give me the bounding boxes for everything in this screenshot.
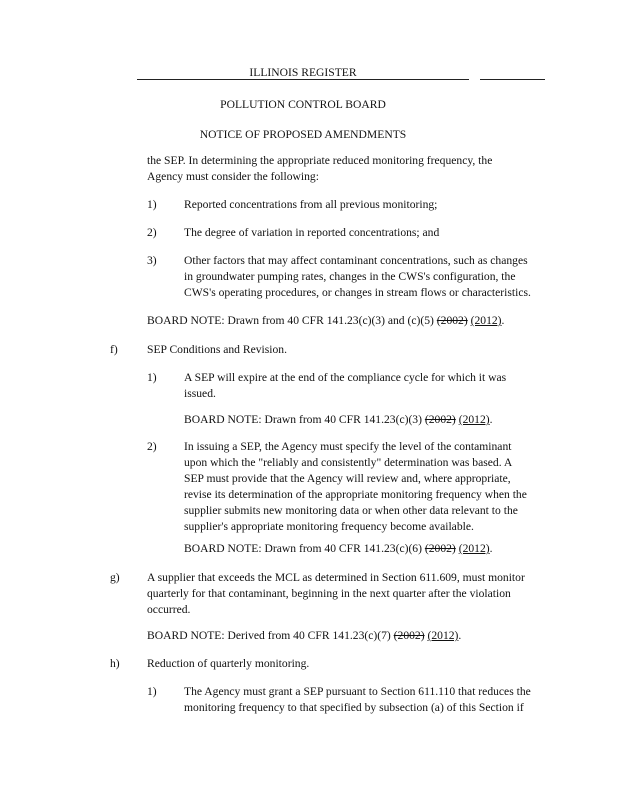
factor-2-text: The degree of variation in reported concentrations; and [184,226,440,239]
section-g-label: g) [110,571,120,584]
notice-title: NOTICE OF PROPOSED AMENDMENTS [199,128,407,141]
section-f-title: SEP Conditions and Revision. [147,343,287,356]
board-note-1-period: . [501,314,505,327]
board-note-3-struck-year: (2002) [424,542,456,555]
board-title: POLLUTION CONTROL BOARD [220,98,386,111]
section-g-text-line-2: quarterly for that contaminant, beginning in the next quarter after the violation [147,587,511,600]
h1-text-line-2: monitoring frequency to that specified by subsection (a) of this Section if [184,701,524,714]
f1-text-line-1: A SEP will expire at the end of the compliance cycle for which it was [184,371,507,384]
board-note-4 [147,627,461,644]
f2-text-line-4: revise its determination of the appropriate monitoring frequency when the [184,488,527,501]
board-note-4-period: . [458,629,462,642]
board-note-1-added-year: (2012) [470,314,502,327]
f2-text-line-3: SEP must provide that the Agency will review and, where appropriate, [184,472,511,485]
h1-number: 1) [147,685,157,698]
factor-3-number: 3) [147,254,157,267]
h1-text-line-1: The Agency must grant a SEP pursuant to Section 611.110 that reduces the [184,685,531,698]
board-note-2-struck-year: (2002) [424,413,456,426]
factor-3-text-line-2: in groundwater pumping rates, changes in the CWS's configuration, the [184,270,516,283]
board-note-3-period: . [489,542,493,555]
header-rule-right [480,79,545,80]
board-note-2-period: . [489,413,493,426]
f2-number: 2) [147,440,157,453]
board-note-3 [184,540,493,557]
intro-line-2: Agency must consider the following: [147,170,319,183]
f2-text-line-1: In issuing a SEP, the Agency must specify the level of the contaminant [184,440,512,453]
board-note-1-text: BOARD NOTE: Drawn from 40 CFR 141.23(c)(3) and (c)(5) [147,314,437,327]
board-note-1-struck-year: (2002) [436,314,468,327]
board-note-2-text: BOARD NOTE: Drawn from 40 CFR 141.23(c)(3) [184,413,425,426]
section-f-label: f) [110,343,118,356]
section-h-title: Reduction of quarterly monitoring. [147,657,310,670]
board-note-4-added-year: (2012) [427,629,459,642]
factor-3-text-line-3: CWS's operating procedures, or changes in stream flows or characteristics. [184,286,531,299]
register-title: ILLINOIS REGISTER [249,66,357,79]
f1-text-line-2: issued. [184,387,216,400]
section-g-text-line-3: occurred. [147,603,191,616]
f1-number: 1) [147,371,157,384]
f2-text-line-6: supplier's appropriate monitoring frequency become available. [184,520,474,533]
factor-1-number: 1) [147,198,157,211]
board-note-4-struck-year: (2002) [393,629,425,642]
section-g-text-line-1: A supplier that exceeds the MCL as determined in Section 611.609, must monitor [147,571,525,584]
board-note-3-text: BOARD NOTE: Drawn from 40 CFR 141.23(c)(6) [184,542,425,555]
board-note-4-text: BOARD NOTE: Derived from 40 CFR 141.23(c)(7) [147,629,394,642]
board-note-2-added-year: (2012) [458,413,490,426]
factor-3-text-line-1: Other factors that may affect contaminant concentrations, such as changes [184,254,528,267]
f2-text-line-2: upon which the "reliably and consistently" determination was based. A [184,456,513,469]
intro-line-1: the SEP. In determining the appropriate reduced monitoring frequency, the [147,154,493,167]
board-note-2 [184,411,493,428]
factor-2-number: 2) [147,226,157,239]
board-note-1 [147,312,504,329]
section-h-label: h) [110,657,120,670]
factor-1-text: Reported concentrations from all previous monitoring; [184,198,438,211]
board-note-3-added-year: (2012) [458,542,490,555]
f2-text-line-5: supplier submits new monitoring data or when other data relevant to the [184,504,518,517]
